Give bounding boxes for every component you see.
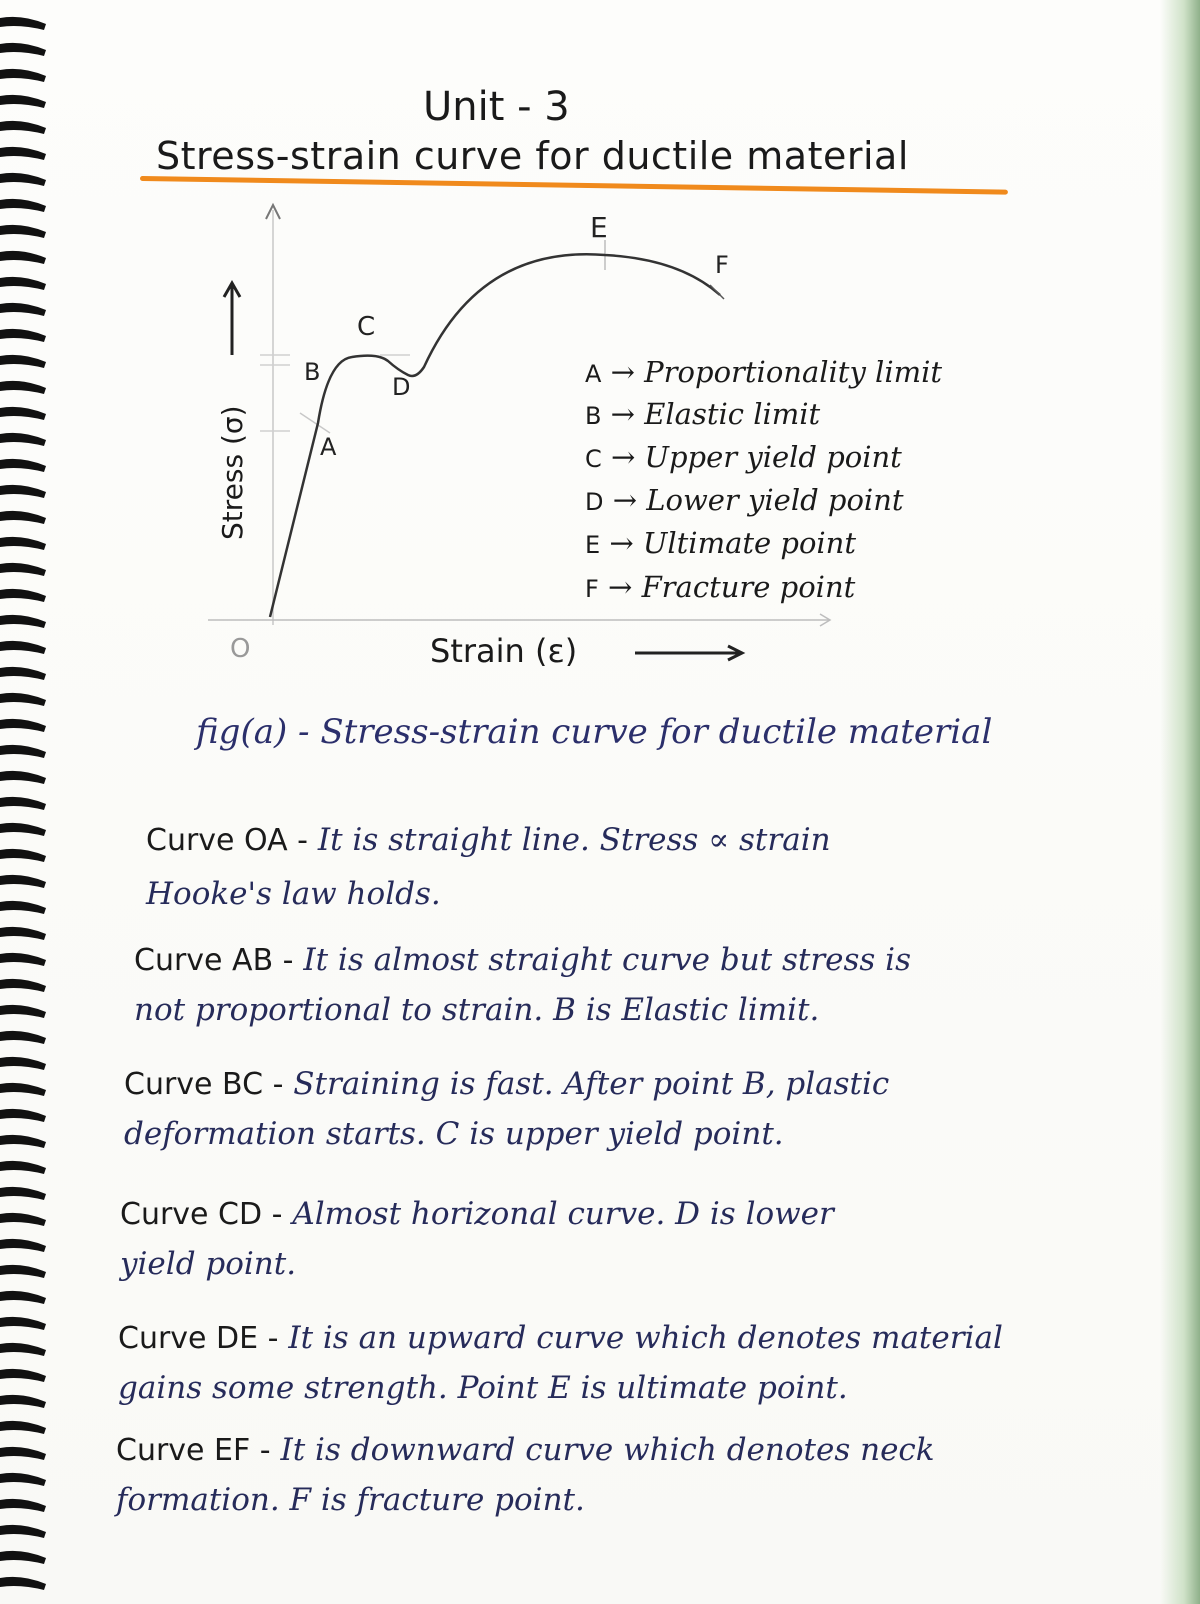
note-ab [134,942,911,1028]
spiral-ring [0,1265,46,1278]
spiral-ring [0,745,46,758]
spiral-ring [0,69,46,82]
spiral-ring [0,589,46,602]
spiral-ring [0,485,46,498]
spiral-ring [0,1187,46,1200]
note-label: Curve EF - [116,1433,271,1468]
note-label: Curve OA - [146,823,309,858]
legend-key: D [585,488,604,516]
spiral-ring [0,719,46,732]
title-underline [140,176,1008,195]
spiral-ring [0,1109,46,1122]
legend-item-b: B → Elastic limit [585,397,821,431]
spiral-ring [0,1473,46,1486]
x-axis-label: Strain (ε) [430,632,578,670]
spiral-ring [0,173,46,186]
spiral-ring [0,849,46,862]
spiral-ring [0,511,46,524]
legend-key: F [585,575,599,603]
note-label: Curve BC - [124,1067,284,1102]
note-line: It is downward curve which denotes neck [280,1432,935,1468]
spiral-ring [0,1317,46,1330]
note-line: deformation starts. C is upper yield point. [124,1116,784,1152]
spiral-ring [0,17,46,30]
spiral-ring [0,771,46,784]
legend-text: Fracture point [641,570,856,604]
y-axis-label: Stress (σ) [216,405,249,540]
note-de [118,1320,1003,1406]
legend-item-c: C → Upper yield point [585,440,902,474]
legend-key: A [585,360,602,388]
note-ef [116,1432,935,1518]
spiral-ring [0,927,46,940]
stress-strain-curve [270,254,720,617]
page-edge-background [1160,0,1200,1604]
note-line: It is almost straight curve but stress is [303,942,911,978]
note-line: gains some strength. Point E is ultimate point. [118,1370,848,1406]
spiral-ring [0,199,46,212]
spiral-ring [0,459,46,472]
spiral-ring [0,95,46,108]
spiral-ring [0,1395,46,1408]
spiral-ring [0,355,46,368]
spiral-ring [0,667,46,680]
spiral-ring [0,1577,46,1590]
legend-key: B [585,402,602,430]
legend-text: Upper yield point [644,440,902,474]
spiral-ring [0,693,46,706]
note-line: Hooke's law holds. [146,876,441,912]
point-label-a: A [320,433,337,461]
spiral-ring [0,537,46,550]
spiral-ring [0,1057,46,1070]
note-oa [146,822,831,912]
note-cd [120,1196,834,1282]
note-line: formation. F is fracture point. [116,1482,585,1518]
spiral-ring [0,1161,46,1174]
note-line: yield point. [120,1246,297,1282]
spiral-ring [0,823,46,836]
page-title: Stress-strain curve for ductile material [156,134,909,178]
spiral-ring [0,875,46,888]
legend-key: C [585,445,602,473]
spiral-ring [0,407,46,420]
spiral-ring [0,147,46,160]
spiral-ring [0,277,46,290]
spiral-ring [0,329,46,342]
spiral-ring [0,1135,46,1148]
legend-text: Elastic limit [644,397,821,431]
spiral-ring [0,1343,46,1356]
note-line: It is an upward curve which denotes material [288,1320,1003,1356]
spiral-binding [0,0,60,1604]
point-label-e: E [590,211,608,244]
spiral-ring [0,1031,46,1044]
legend-text: Proportionality limit [644,355,943,389]
spiral-ring [0,251,46,264]
spiral-ring [0,1083,46,1096]
note-label: Curve DE - [118,1321,279,1356]
legend-text: Ultimate point [642,526,857,560]
legend-text: Lower yield point [646,483,904,517]
legend-item-a: A → Proportionality limit [585,355,943,389]
spiral-ring [0,121,46,134]
note-label: Curve AB - [134,943,294,978]
spiral-ring [0,303,46,316]
point-label-d: D [392,373,411,401]
spiral-ring [0,563,46,576]
spiral-ring [0,1447,46,1460]
spiral-ring [0,615,46,628]
spiral-ring [0,797,46,810]
unit-heading: Unit - 3 [423,84,570,130]
spiral-ring [0,1421,46,1434]
point-label-f: F [715,251,729,279]
spiral-ring [0,381,46,394]
spiral-ring [0,1499,46,1512]
legend-item-e: E → Ultimate point [585,526,857,560]
legend-item-d: D → Lower yield point [585,483,904,517]
note-bc [124,1066,889,1152]
fracture-mark [710,285,724,299]
figure-caption: fig(a) - Stress-strain curve for ductile material [196,712,993,752]
spiral-ring [0,1005,46,1018]
spiral-ring [0,1525,46,1538]
spiral-ring [0,433,46,446]
note-label: Curve CD - [120,1197,283,1232]
spiral-ring [0,43,46,56]
spiral-ring [0,225,46,238]
note-line: It is straight line. Stress ∝ strain [317,822,831,858]
origin-label: O [230,634,251,664]
spiral-ring [0,1369,46,1382]
legend-key: E [585,531,601,559]
note-line: Straining is fast. After point B, plastic [293,1066,890,1102]
spiral-ring [0,953,46,966]
spiral-ring [0,641,46,654]
spiral-ring [0,1291,46,1304]
spiral-ring [0,1213,46,1226]
spiral-ring [0,979,46,992]
legend-item-f: F → Fracture point [585,570,856,604]
point-label-c: C [357,312,376,342]
spiral-ring [0,901,46,914]
note-line: not proportional to strain. B is Elastic limit. [134,992,820,1028]
spiral-ring [0,1239,46,1252]
spiral-ring [0,1551,46,1564]
note-line: Almost horizonal curve. D is lower [292,1196,834,1232]
point-label-b: B [304,358,321,386]
